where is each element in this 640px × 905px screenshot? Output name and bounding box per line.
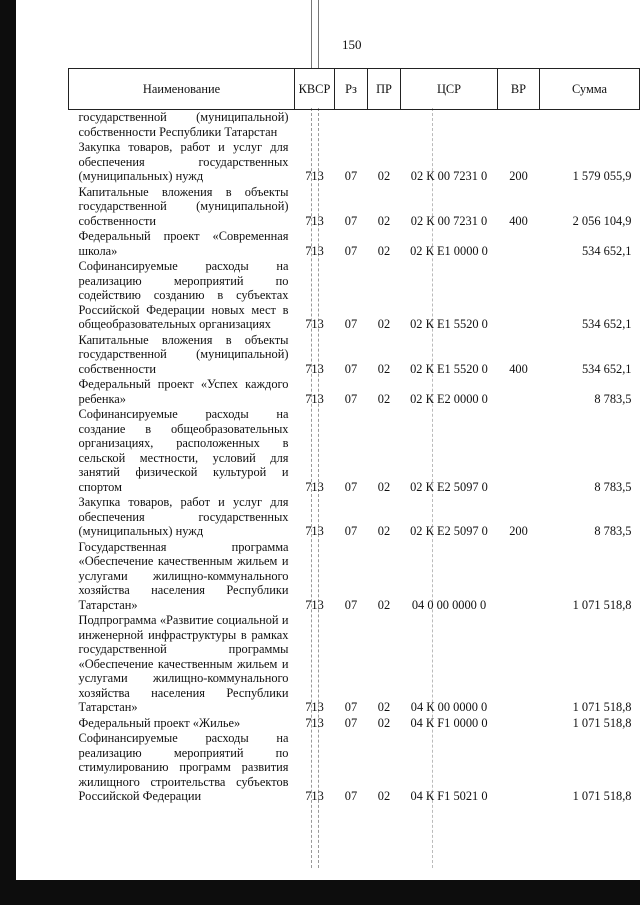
table-row xyxy=(69,229,640,259)
row-csr: 04 0 00 0000 0 xyxy=(411,597,487,612)
row-pr xyxy=(368,110,401,141)
row-rz: 07 xyxy=(344,715,358,730)
row-pr: 02 xyxy=(377,715,391,730)
row-name: Федеральный проект «Жилье» xyxy=(78,715,241,730)
row-kvsr: 713 xyxy=(305,361,324,376)
header-sum: Сумма xyxy=(540,69,640,110)
row-kvsr: 713 xyxy=(305,213,324,228)
row-kvsr: 713 xyxy=(305,317,324,331)
header-name: Наименование xyxy=(69,69,295,110)
row-kvsr: 713 xyxy=(305,524,324,538)
table-row xyxy=(69,140,640,185)
row-rz xyxy=(335,110,368,141)
row-csr: 02 К Е2 5097 0 xyxy=(410,479,488,494)
row-vr xyxy=(498,716,540,732)
row-pr: 02 xyxy=(377,597,391,612)
row-csr xyxy=(401,110,498,141)
row-sum: 1 579 055,9 xyxy=(572,169,632,183)
scan-edge-bottom xyxy=(0,880,640,905)
table-row xyxy=(69,716,640,732)
row-kvsr: 713 xyxy=(305,169,324,183)
scan-fold-line xyxy=(318,0,319,68)
row-sum: 2 056 104,9 xyxy=(572,213,632,228)
header-kvsr: КВСР xyxy=(295,69,335,110)
row-sum xyxy=(540,110,640,141)
header-rz: Рз xyxy=(335,69,368,110)
row-sum: 1 071 518,8 xyxy=(572,597,632,612)
page-number: 150 xyxy=(342,37,362,52)
header-pr: ПР xyxy=(368,69,401,110)
row-sum: 8 783,5 xyxy=(594,524,632,538)
row-name: Закупка товаров, работ и услуг для обеспечения государственных (муниципальных) нужд xyxy=(78,140,289,183)
row-kvsr: 713 xyxy=(305,243,324,258)
row-sum: 8 783,5 xyxy=(594,391,632,406)
row-rz: 07 xyxy=(344,789,358,803)
row-csr: 04 К F1 0000 0 xyxy=(410,715,488,730)
row-kvsr: 713 xyxy=(305,700,324,714)
row-csr: 02 К 00 7231 0 xyxy=(410,213,488,228)
row-kvsr: 713 xyxy=(305,479,324,494)
row-vr xyxy=(498,229,540,259)
table-row xyxy=(69,613,640,716)
budget-table xyxy=(68,68,640,805)
row-kvsr: 713 xyxy=(305,715,324,730)
header-csr: ЦСР xyxy=(401,69,498,110)
row-csr: 02 К Е1 5520 0 xyxy=(410,317,488,331)
table-row xyxy=(69,407,640,495)
row-sum: 1 071 518,8 xyxy=(572,700,632,714)
row-kvsr: 713 xyxy=(305,597,324,612)
row-kvsr: 713 xyxy=(305,789,324,803)
row-pr: 02 xyxy=(377,243,391,258)
scan-edge-left xyxy=(0,0,16,905)
row-sum: 534 652,1 xyxy=(581,243,632,258)
table-header-row xyxy=(69,69,640,110)
row-csr: 02 К Е2 5097 0 xyxy=(410,524,488,538)
row-rz: 07 xyxy=(344,524,358,538)
row-vr xyxy=(498,731,540,805)
row-rz: 07 xyxy=(344,361,358,376)
row-sum: 534 652,1 xyxy=(581,361,632,376)
header-vr: ВР xyxy=(498,69,540,110)
table-row xyxy=(69,377,640,407)
row-name: Капитальные вложения в объекты государственной (муниципальной) собственности xyxy=(78,332,289,376)
row-vr: 200 xyxy=(509,524,528,538)
row-vr xyxy=(498,110,540,141)
row-rz: 07 xyxy=(344,213,358,228)
row-csr: 02 К Е1 0000 0 xyxy=(410,243,488,258)
row-kvsr: 713 xyxy=(305,391,324,406)
row-name: Капитальные вложения в объекты государственной (муниципальной) собственности xyxy=(78,184,289,228)
row-sum: 1 071 518,8 xyxy=(572,789,632,803)
row-name: Закупка товаров, работ и услуг для обеспечения государственных (муниципальных) нужд xyxy=(78,495,289,538)
row-pr: 02 xyxy=(377,524,391,538)
scan-fold-line xyxy=(311,0,312,68)
row-sum: 534 652,1 xyxy=(581,317,632,331)
row-pr: 02 xyxy=(377,169,391,183)
row-sum: 1 071 518,8 xyxy=(572,715,632,730)
row-pr: 02 xyxy=(377,700,391,714)
row-csr: 02 К Е1 5520 0 xyxy=(410,361,488,376)
row-pr: 02 xyxy=(377,213,391,228)
row-name: Федеральный проект «Современная школа» xyxy=(78,229,289,258)
row-name: Федеральный проект «Успех каждого ребенка» xyxy=(78,377,289,406)
row-vr: 400 xyxy=(509,213,528,228)
row-kvsr xyxy=(295,110,335,141)
row-name: Подпрограмма «Развитие социальной и инженерной инфраструктуры в рамках государственной программы «Обеспечение качественным жильем и услугами жилищно-коммунального хозяйства населения Республики Татарстан» xyxy=(78,613,289,714)
row-name: Софинансируемые расходы на создание в общеобразовательных организациях, расположенных в сельской местности, условий для занятий физической культурой и спортом xyxy=(78,407,289,494)
row-vr xyxy=(498,377,540,407)
row-pr: 02 xyxy=(377,789,391,803)
row-csr: 02 К 00 7231 0 xyxy=(410,169,488,183)
row-csr: 04 К F1 5021 0 xyxy=(410,789,488,803)
row-rz: 07 xyxy=(344,479,358,494)
row-vr xyxy=(498,613,540,716)
row-csr: 04 К 00 0000 0 xyxy=(410,700,488,714)
row-vr: 200 xyxy=(509,169,528,183)
row-rz: 07 xyxy=(344,243,358,258)
row-name: государственной (муниципальной) собственности Республики Татарстан xyxy=(78,110,289,139)
row-pr: 02 xyxy=(377,479,391,494)
row-rz: 07 xyxy=(344,391,358,406)
row-sum: 8 783,5 xyxy=(594,479,632,494)
row-vr xyxy=(498,259,540,333)
table-row xyxy=(69,110,640,141)
row-rz: 07 xyxy=(344,597,358,612)
row-rz: 07 xyxy=(344,169,358,183)
row-pr: 02 xyxy=(377,317,391,331)
row-vr xyxy=(498,540,540,614)
row-pr: 02 xyxy=(377,391,391,406)
table-row xyxy=(69,540,640,614)
row-name: Государственная программа «Обеспечение качественным жильем и услугами жилищно-коммунального хозяйства населения Республики Татарстан» xyxy=(78,539,289,612)
row-rz: 07 xyxy=(344,700,358,714)
table-row xyxy=(69,333,640,378)
row-vr xyxy=(498,407,540,495)
row-rz: 07 xyxy=(344,317,358,331)
table-row xyxy=(69,731,640,805)
row-name: Софинансируемые расходы на реализацию мероприятий по содействию созданию в субъектах Российской Федерации новых мест в общеобразовательных организациях xyxy=(78,259,289,331)
row-name: Софинансируемые расходы на реализацию мероприятий по стимулированию программ развития жилищного строительства субъектов Российской Федерации xyxy=(78,731,289,803)
table-row xyxy=(69,259,640,333)
table-row xyxy=(69,495,640,540)
row-pr: 02 xyxy=(377,361,391,376)
row-vr: 400 xyxy=(509,361,528,376)
table-row xyxy=(69,185,640,230)
row-csr: 02 К Е2 0000 0 xyxy=(410,391,488,406)
